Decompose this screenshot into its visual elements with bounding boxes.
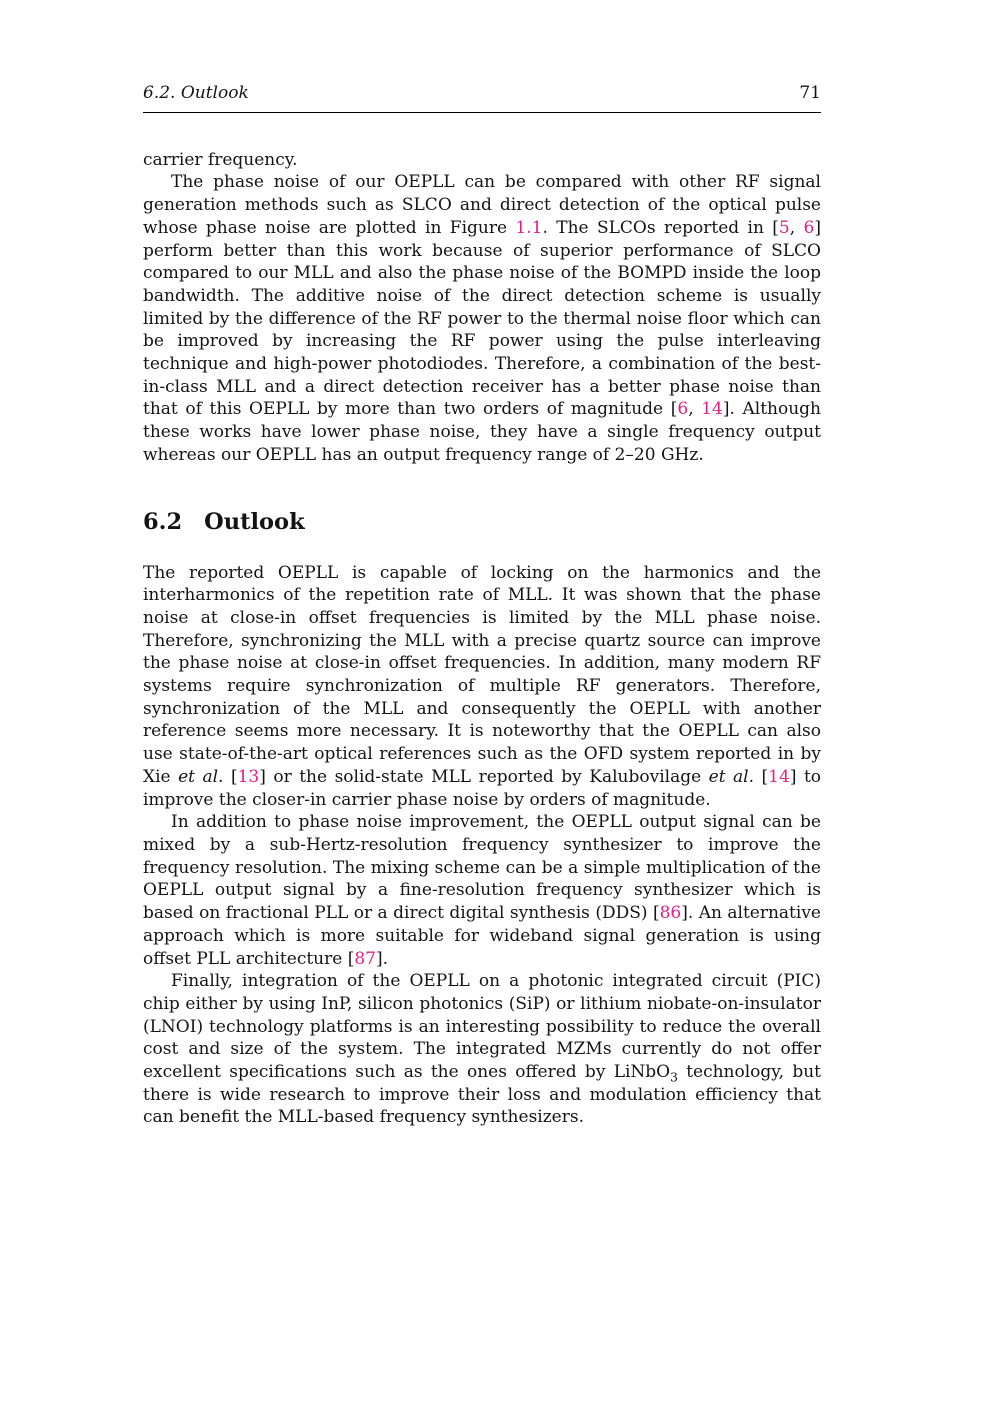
text-run: . The SLCOs reported in [ xyxy=(542,217,779,238)
citation-link[interactable]: 6 xyxy=(677,399,689,420)
page-number: 71 xyxy=(799,83,821,103)
text-run: 3 xyxy=(670,1070,678,1085)
text-run: ] or the solid-state MLL reported by Kalubovilage xyxy=(259,766,709,787)
citation-link[interactable]: 13 xyxy=(237,766,260,787)
citation-link[interactable]: 5 xyxy=(778,217,790,238)
text-run: The phase noise of our OEPLL can be compared with other RF signal generation methods such as SLCO and direct detection of the optical pulse whose phase noise are plotted in Figure xyxy=(143,172,821,238)
section-title: Outlook xyxy=(204,508,305,535)
paragraph-outlook-integration xyxy=(143,970,821,1129)
running-header xyxy=(143,82,821,105)
paragraph-phase-noise-comparison xyxy=(143,171,821,466)
text-run: , xyxy=(789,217,804,238)
text-run: et al. xyxy=(178,766,224,787)
running-header-section: 6.2. Outlook xyxy=(143,83,249,103)
header-rule xyxy=(143,112,821,113)
citation-link[interactable]: 14 xyxy=(701,399,723,420)
text-run: The reported OEPLL is capable of locking on the harmonics and the interharmonics of the repetition rate of MLL. It was shown that the phase noise at close-in offset frequencies is limited by the MLL phase noise. Therefore, synchronizing the MLL with a precise quartz source can improve the phase noise at close-in offset frequencies. In addition, many modern RF systems require synchronization of multiple RF generators. Therefore, synchronization of the MLL and consequently the OEPLL with another reference seems more necessary. It is noteworthy that the OEPLL can also use state-of-the-art optical references such as the OFD system reported in by Xie xyxy=(143,562,821,787)
paragraph-outlook-mixing xyxy=(143,811,821,970)
section-heading xyxy=(143,509,821,536)
text-run: ]. An alternative approach which is more suitable for wideband signal generation is using offset PLL architecture [ xyxy=(143,903,821,969)
section-number: 6.2 xyxy=(143,508,183,535)
citation-link[interactable]: 86 xyxy=(659,903,682,924)
text-run: Finally, integration of the OEPLL on a photonic integrated circuit (PIC) chip either by using InP, silicon photonics (SiP) or lithium niobate-on-insulator (LNOI) technology platforms is an interesting possibility to reduce the overall cost and size of the system. The integrated MZMs currently do not offer excellent specifications such as the ones offered by LiNbO xyxy=(143,971,821,1083)
text-run: , xyxy=(688,399,702,420)
text-run: [ xyxy=(223,766,238,787)
text-run: In addition to phase noise improvement, the OEPLL output signal can be mixed by a sub-Hertz-resolution frequency synthesizer to improve the frequency resolution. The mixing scheme can be a simple multiplication of the OEPLL output signal by a fine-resolution frequency synthesizer which is based on fractional PLL or a direct digital synthesis (DDS) [ xyxy=(143,812,821,924)
text-run: ] perform better than this work because of superior performance of SLCO compared to our MLL and also the phase noise of the BOMPD inside the loop bandwidth. The additive noise of the direct detection scheme is usually limited by the difference of the RF power to the thermal noise floor which can be improved by increasing the RF power using the pulse interleaving technique and high-power photodiodes. Therefore, a combination of the best-in-class MLL and a direct detection receiver has a better phase noise than that of this OEPLL by more than two orders of magnitude [ xyxy=(143,217,821,420)
citation-link[interactable]: 87 xyxy=(354,948,376,969)
text-run: technology, but there is wide research to improve their loss and modulation efficiency that can benefit the MLL-based frequency synthesizers. xyxy=(143,1062,821,1128)
paragraph-carrier-frequency xyxy=(143,149,821,172)
text-run: carrier frequency. xyxy=(143,149,298,170)
text-run: [ xyxy=(754,766,769,787)
citation-link[interactable]: 1.1 xyxy=(515,217,543,238)
body-text xyxy=(143,149,821,1129)
text-run: ] to improve the closer-in carrier phase noise by orders of magnitude. xyxy=(143,766,822,810)
text-run: et al. xyxy=(708,766,755,787)
citation-link[interactable]: 14 xyxy=(768,766,790,787)
paragraph-outlook-locking xyxy=(143,562,821,812)
text-run: ]. xyxy=(375,948,389,969)
text-run: ]. Although these works have lower phase noise, they have a single frequency output whereas our OEPLL has an output frequency range of 2–20 GHz. xyxy=(143,399,821,465)
citation-link[interactable]: 6 xyxy=(803,217,815,238)
page-content xyxy=(143,82,821,1129)
